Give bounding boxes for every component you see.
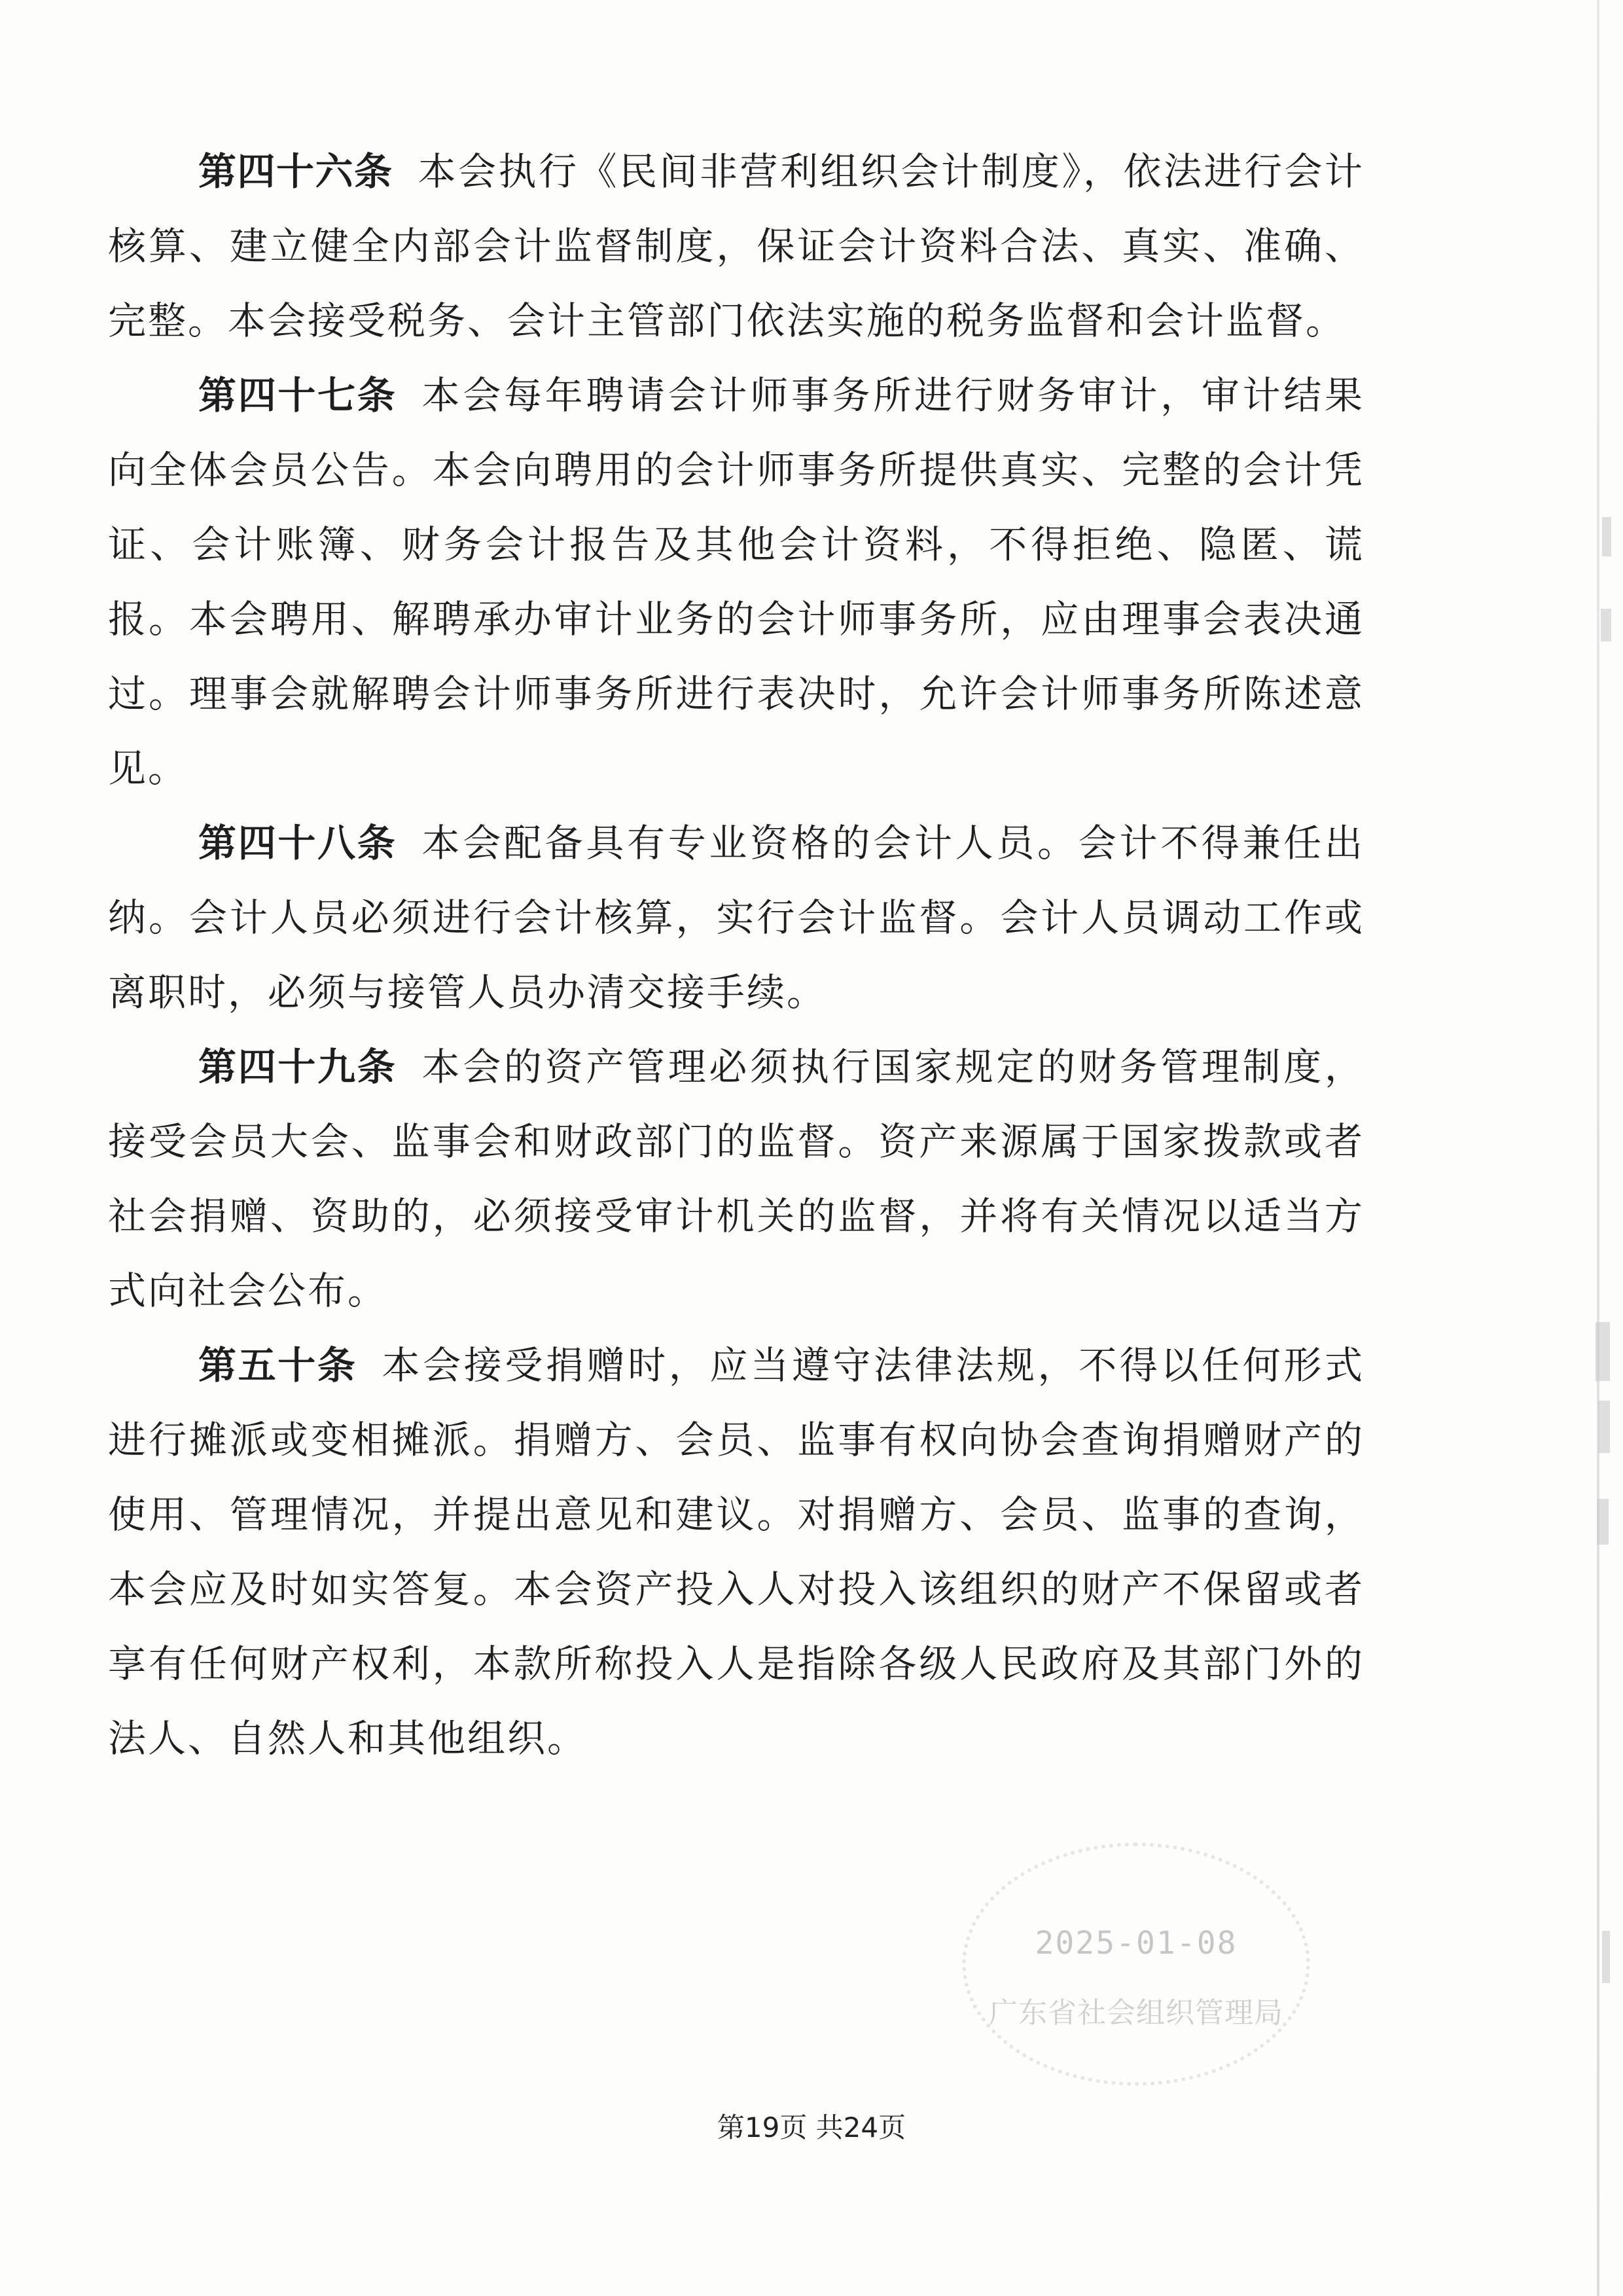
article-text: 本会配备具有专业资格的会计人员。会计不得兼任出纳。会计人员必须进行会计核算，实行会计监督。会计人员调动工作或离职时，必须与接管人员办清交接手续。 (108, 821, 1364, 1014)
article-text: 本会执行《民间非营利组织会计制度》，依法进行会计核算、建立健全内部会计监督制度，保证会计资料合法、真实、准确、完整。本会接受税务、会计主管部门依法实施的税务监督和会计监督。 (108, 149, 1364, 343)
binding-mark (1602, 517, 1611, 556)
article-48 (108, 806, 1364, 1030)
official-stamp (962, 1842, 1310, 2086)
article-text: 本会的资产管理必须执行国家规定的财务管理制度，接受会员大会、监事会和财政部门的监督。资产来源属于国家拨款或者社会捐赠、资助的，必须接受审计机关的监督，并将有关情况以适当方式向社会公布。 (108, 1045, 1364, 1313)
stamp-organization: 广东省社会组织管理局 (989, 1996, 1283, 2030)
binding-mark (1596, 1322, 1610, 1381)
article-text: 本会每年聘请会计师事务所进行财务审计，审计结果向全体会员公告。本会向聘用的会计师事务所提供真实、完整的会计凭证、会计账簿、财务会计报告及其他会计资料，不得拒绝、隐匿、谎报。本会聘用、解聘承办审计业务的会计师事务所，应由理事会表决通过。理事会就解聘会计师事务所进行表决时，允许会计师事务所陈述意见。 (108, 373, 1364, 791)
article-heading: 第四十七条 (198, 373, 397, 418)
article-heading: 第四十九条 (198, 1045, 397, 1089)
binding-mark (1597, 1499, 1609, 1545)
stamp-date: 2025-01-08 (1035, 1925, 1238, 1962)
article-heading: 第四十六条 (198, 149, 393, 194)
page-number: 第19页 共24页 (717, 2111, 906, 2144)
binding-mark (1601, 609, 1611, 641)
article-heading: 第四十八条 (198, 821, 397, 865)
document-body (108, 134, 1364, 1776)
page-edge-shadow (1597, 0, 1599, 2296)
article-49 (108, 1030, 1364, 1328)
article-heading: 第五十条 (198, 1343, 357, 1388)
article-50 (108, 1328, 1364, 1776)
article-text: 本会接受捐赠时，应当遵守法律法规，不得以任何形式进行摊派或变相摊派。捐赠方、会员、监事有权向协会查询捐赠财产的使用、管理情况，并提出意见和建议。对捐赠方、会员、监事的查询，本会应及时如实答复。本会资产投入人对投入该组织的财产不保留或者享有任何财产权利，本款所称投入人是指除各级人民政府及其部门外的法人、自然人和其他组织。 (108, 1343, 1364, 1761)
binding-mark (1598, 1401, 1610, 1453)
article-46 (108, 134, 1364, 358)
article-47 (108, 358, 1364, 806)
binding-mark (1602, 1931, 1610, 1983)
